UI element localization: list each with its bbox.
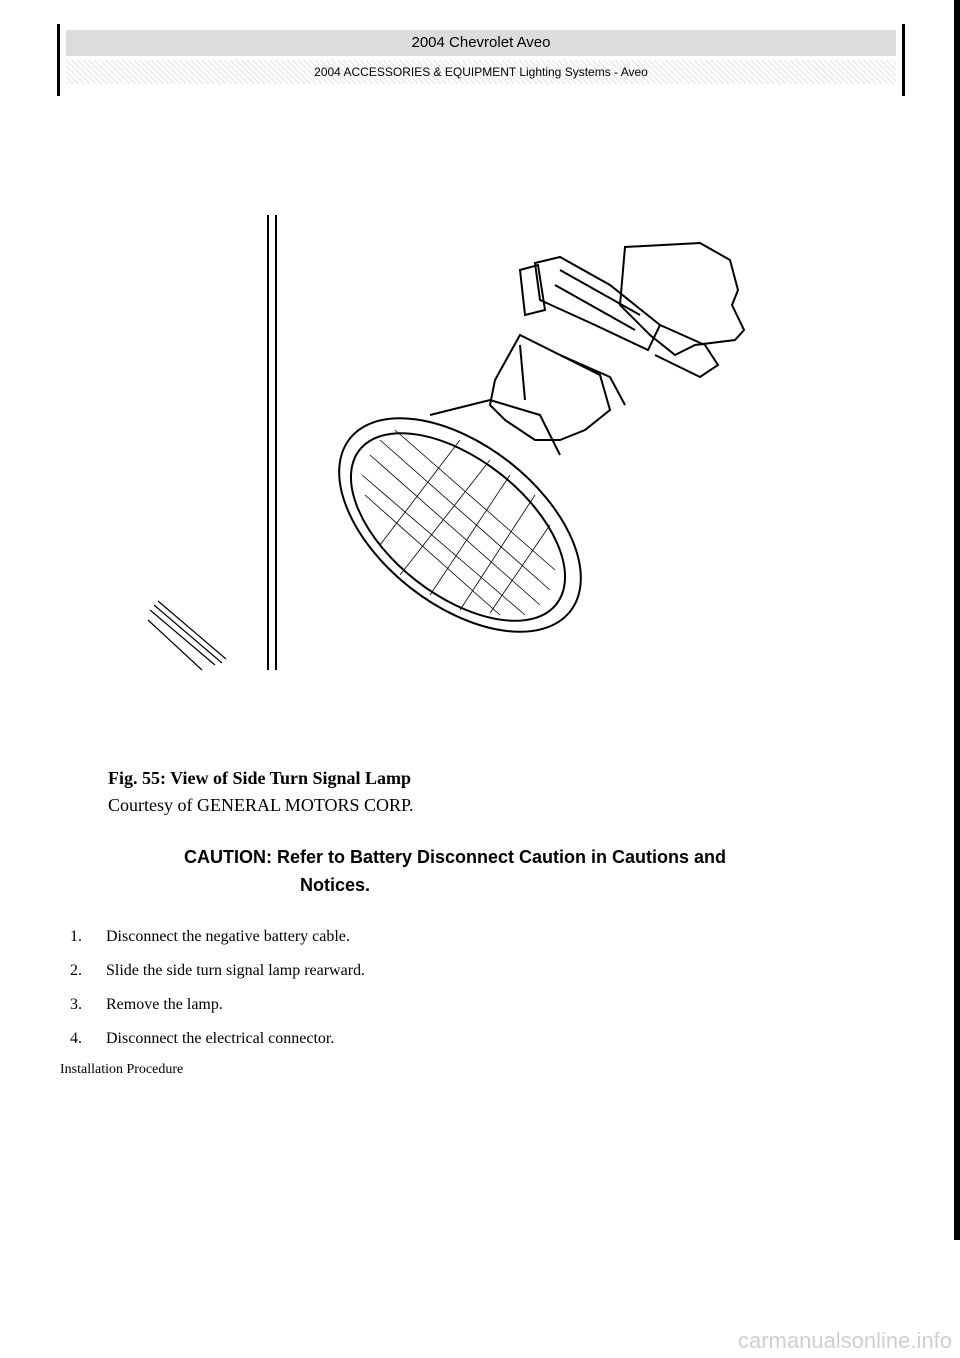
hatch-mark <box>148 601 226 670</box>
watermark-text: carmanualsonline.info <box>737 1328 952 1353</box>
step-text: Remove the lamp. <box>106 996 223 1013</box>
caution-line-1: CAUTION: Refer to Battery Disconnect Caution in Cautions and <box>184 847 727 867</box>
step-text: Slide the side turn signal lamp rearward. <box>106 962 366 979</box>
step-text: Disconnect the electrical connector. <box>106 1030 335 1047</box>
header-subtitle: 2004 ACCESSORIES & EQUIPMENT Lighting Systems - Aveo <box>66 60 896 84</box>
figure-title: Fig. 55: View of Side Turn Signal Lamp <box>108 768 412 788</box>
page-header <box>57 24 905 96</box>
list-item <box>70 988 365 1022</box>
figure-courtesy: Courtesy of GENERAL MOTORS CORP. <box>108 795 414 815</box>
list-item <box>70 1022 365 1056</box>
list-item <box>70 954 365 988</box>
figure-caption <box>108 765 414 819</box>
page-edge-bar <box>954 0 960 1240</box>
removal-steps <box>70 920 365 1056</box>
caution-line-2: Notices. <box>300 875 371 895</box>
step-number: 4. <box>70 1030 82 1047</box>
lens-grid <box>362 430 555 615</box>
step-number: 3. <box>70 996 82 1013</box>
lamp-lens <box>300 376 619 674</box>
wiring-harness <box>520 243 744 377</box>
header-title: 2004 Chevrolet Aveo <box>66 30 896 56</box>
step-text: Disconnect the negative battery cable. <box>106 928 350 945</box>
section-heading: Installation Procedure <box>60 1062 184 1077</box>
side-turn-signal-lamp-illustration <box>140 215 780 680</box>
list-item <box>70 920 365 954</box>
lamp-socket <box>490 335 625 440</box>
step-number: 1. <box>70 928 82 945</box>
caution-note <box>184 843 884 899</box>
step-number: 2. <box>70 962 82 979</box>
